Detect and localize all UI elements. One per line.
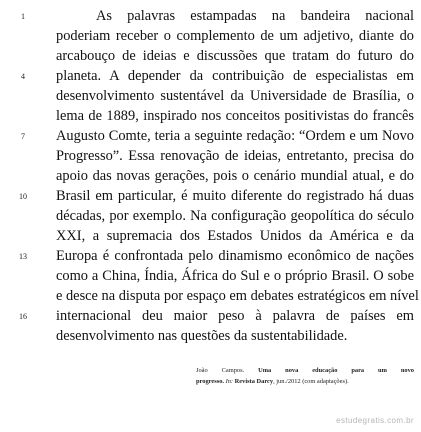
text-line: XXI, a supremacia dos Estados Unidos da América e da	[56, 228, 414, 244]
citation-title-part2: progresso.	[196, 378, 224, 385]
text-line: desenvolvimento nas questões da sustentabilidade.	[56, 328, 348, 344]
citation-in-label: In:	[225, 378, 234, 385]
text-line: As palavras estampadas na bandeira nacional	[96, 8, 414, 24]
citation-title-part1: Uma nova educação para um novo	[258, 367, 414, 374]
citation-line-2	[196, 376, 414, 387]
text-line: desenvolvimento sustentável da Universidade de Brasília, o	[56, 88, 414, 104]
citation-publication: Revista Darcy	[234, 378, 274, 385]
line-number: 10	[19, 192, 27, 201]
watermark: estudegratis.com.br	[336, 416, 414, 425]
text-line: e desce na disputa por espaço em debates estratégicos em nível	[56, 288, 419, 304]
text-line: internacional deu maior peso à palavra de países em	[56, 308, 414, 324]
citation-line-1	[196, 365, 414, 376]
text-line: planeta. A depender da contribuição de especialistas em	[56, 68, 414, 84]
text-line: Progresso”. Essa renovação de ideias, entretanto, precisa do	[56, 148, 414, 164]
text-line: Europa é confrontada pelo dinamismo econômico de nações	[56, 248, 414, 264]
text-line: lema de 1889, inspirado nos conceitos positivistas do francês	[56, 108, 414, 124]
citation-details: , jun./2012 (com adaptações).	[273, 378, 349, 385]
text-line: Brasil em particular, é muito diferente do registrado há duas	[56, 188, 414, 204]
line-number: 13	[19, 252, 27, 261]
text-line: Augusto Comte, teria a seguinte redação: “Ordem e um Novo	[56, 128, 414, 144]
text-line: como a China, Índia, África do Sul e o próprio Brasil. O sobe	[56, 268, 414, 284]
line-number: 1	[21, 12, 25, 21]
line-number: 4	[21, 72, 25, 81]
text-line: apoio das novas gerações, pois o cenário mundial atual, e do	[56, 168, 414, 184]
text-line: décadas, por exemplo. Na configuração geopolítica do século	[56, 208, 414, 224]
source-citation	[196, 365, 414, 387]
line-number: 7	[21, 132, 25, 141]
text-line: arcabouço de ideias e discussões que tratam do futuro do	[56, 48, 414, 64]
line-number: 16	[19, 312, 27, 321]
text-line: poderiam receber o complemento de um adjetivo, diante do	[56, 28, 414, 44]
citation-author: João Campos.	[196, 367, 245, 374]
